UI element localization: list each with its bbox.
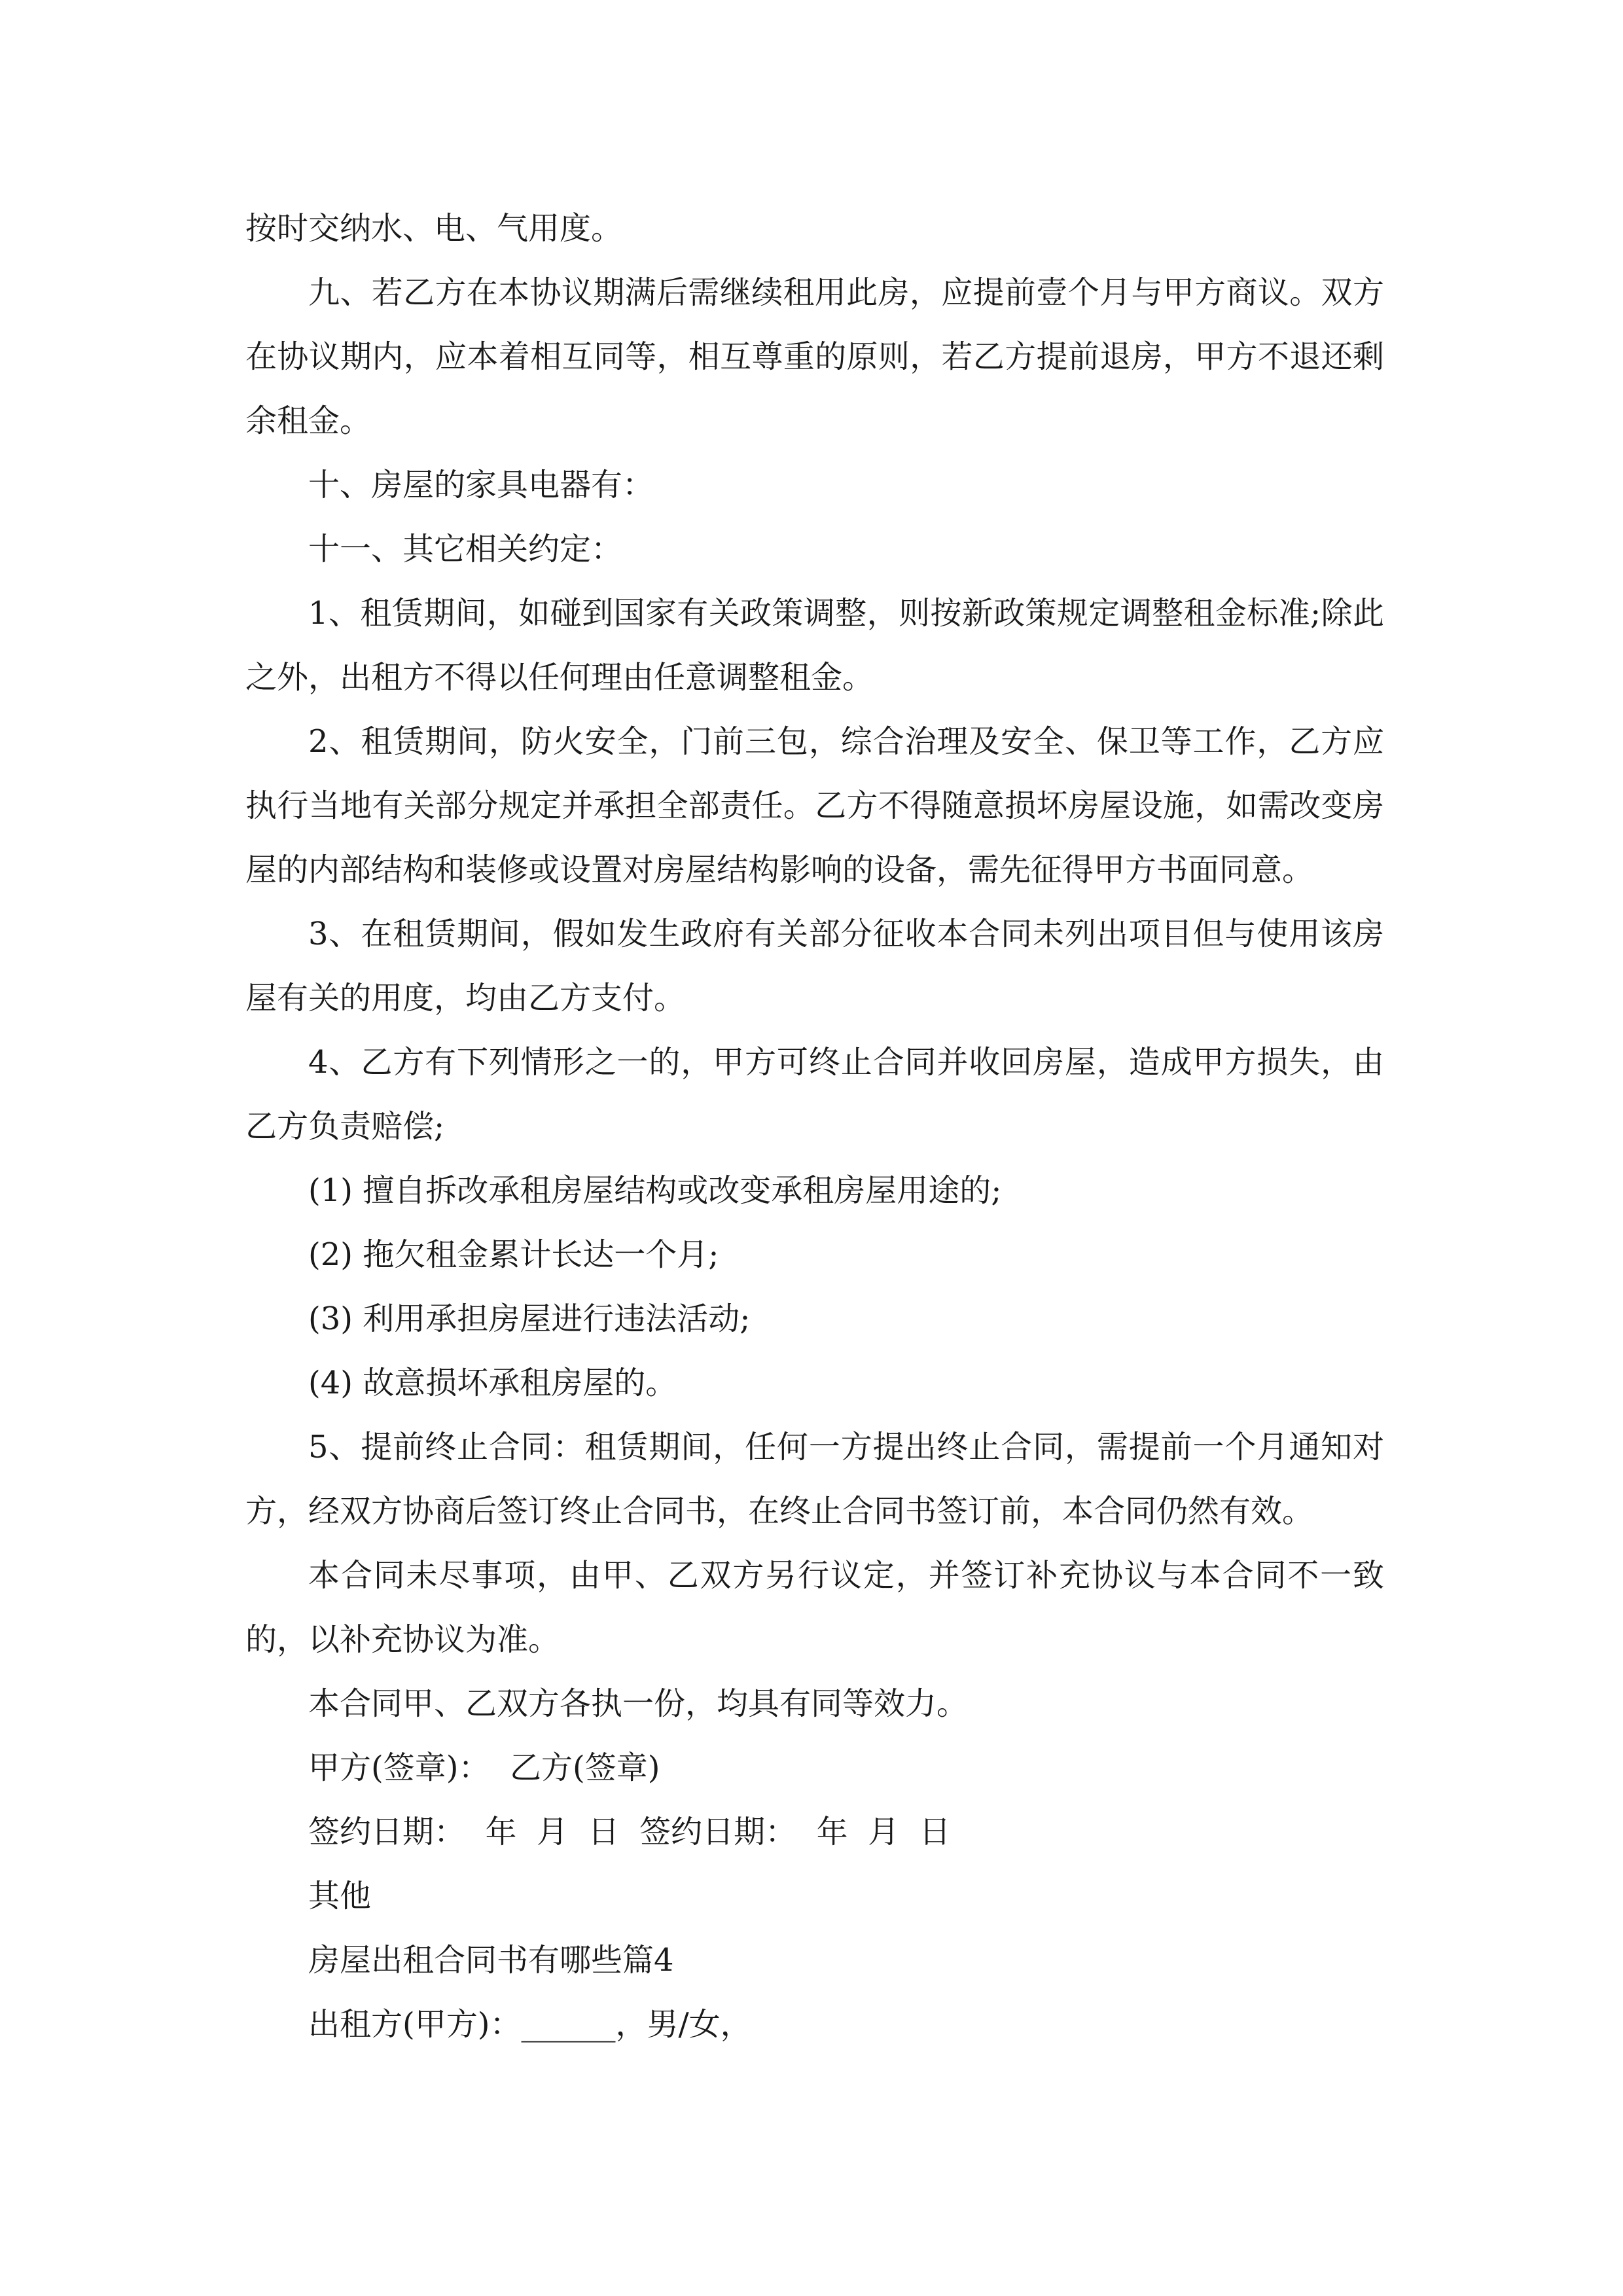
paragraph-subitem-4: (4) 故意损坏承租房屋的。 [308,1365,677,1401]
paragraph-signatures: 甲方(签章)： 乙方(签章) [308,1749,660,1786]
paragraph-sign-dates: 签约日期： 年 月 日 签约日期： 年 月 日 [308,1814,951,1850]
paragraph-lessor: 出租方(甲方)：______，男/女， [308,2006,752,2043]
document-body [245,196,1384,2056]
paragraph-item-2: 2、租赁期间，防火安全，门前三包，综合治理及安全、保卫等工作，乙方应执行当地有关部分规定并承担全部责任。乙方不得随意损坏房屋设施，如需改变房屋的内部结构和装修或设置对房屋结构影响的设备，需先征得甲方书面同意。 [245,723,1384,888]
paragraph-item-4: 4、乙方有下列情形之一的，甲方可终止合同并收回房屋，造成甲方损失，由乙方负责赔偿; [245,1044,1384,1145]
paragraph-subitem-3: (3) 利用承担房屋进行违法活动; [308,1300,751,1337]
paragraph-other: 其他 [308,1878,372,1914]
paragraph-clause-9: 九、若乙方在本协议期满后需继续租用此房，应提前壹个月与甲方商议。双方在协议期内，应本着相互同等，相互尊重的原则，若乙方提前退房，甲方不退还剩余租金。 [245,274,1384,439]
paragraph-item-1: 1、租赁期间，如碰到国家有关政策调整，则按新政策规定调整租金标准;除此之外，出租方不得以任何理由任意调整租金。 [245,595,1384,696]
paragraph-subitem-1: (1) 擅自拆改承租房屋结构或改变承租房屋用途的; [308,1172,1002,1209]
paragraph-supplement: 本合同未尽事项，由甲、乙双方另行议定，并签订补充协议与本合同不一致的，以补充协议为准。 [245,1557,1384,1658]
paragraph-copies: 本合同甲、乙双方各执一份，均具有同等效力。 [308,1685,969,1722]
paragraph-item-3: 3、在租赁期间，假如发生政府有关部分征收本合同未列出项目但与使用该房屋有关的用度，均由乙方支付。 [245,916,1384,1016]
section-heading: 房屋出租合同书有哪些篇4 [308,1942,674,1979]
paragraph-item-5: 5、提前终止合同：租赁期间，任何一方提出终止合同，需提前一个月通知对方，经双方协商后签订终止合同书，在终止合同书签订前，本合同仍然有效。 [245,1429,1384,1530]
paragraph-utilities: 按时交纳水、电、气用度。 [245,210,623,247]
paragraph-clause-10: 十、房屋的家具电器有： [308,467,654,503]
paragraph-clause-11: 十一、其它相关约定： [308,531,623,567]
paragraph-subitem-2: (2) 拖欠租金累计长达一个月; [308,1236,719,1273]
